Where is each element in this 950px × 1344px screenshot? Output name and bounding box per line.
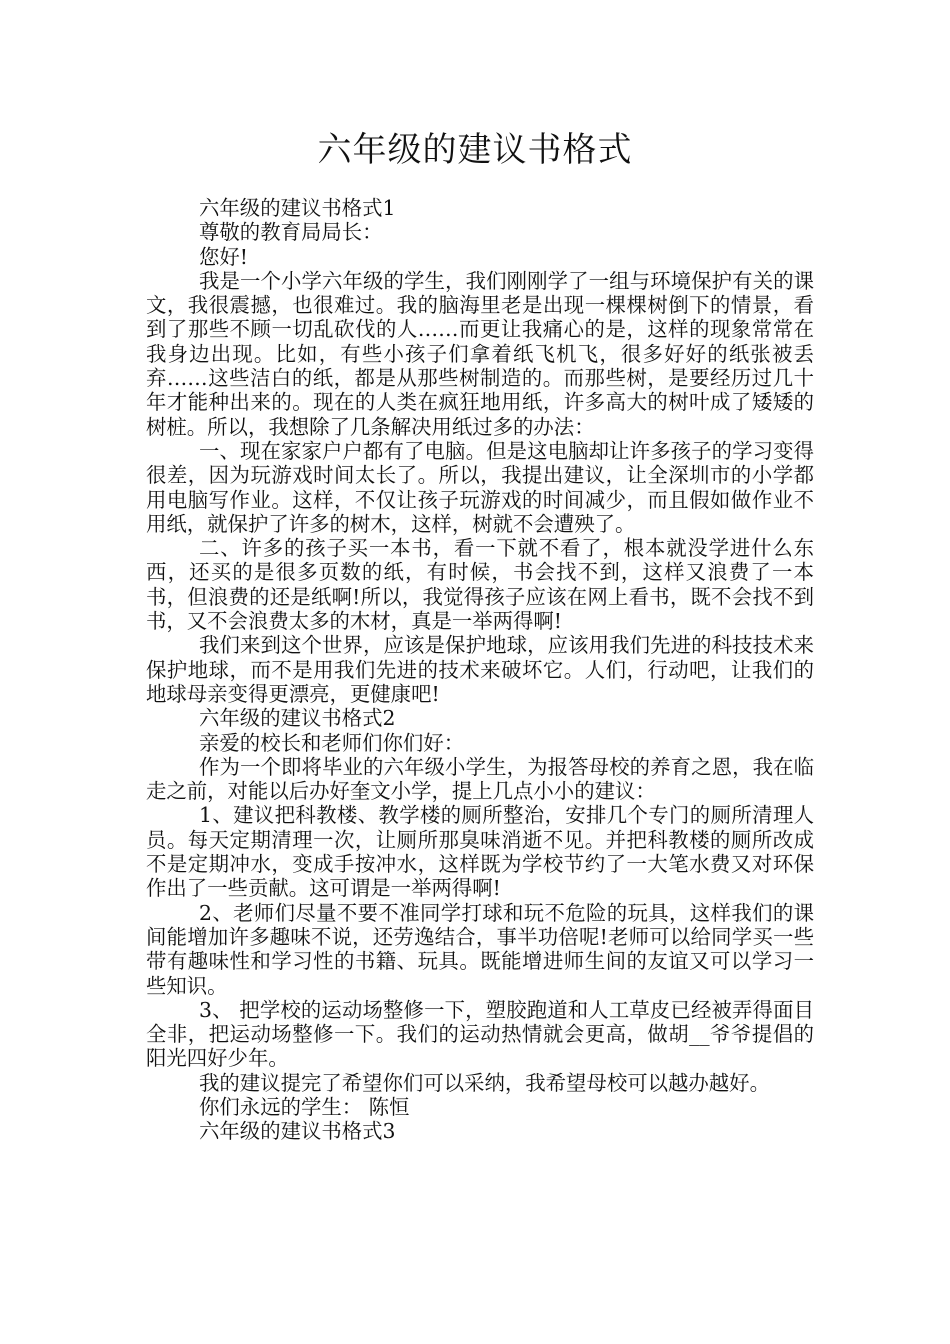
paragraph: 我是一个小学六年级的学生，我们刚刚学了一组与环境保护有关的课文，我很震撼，也很难过。我的脑海里老是出现一棵棵树倒下的情景，看到了那些不顾一切乱砍伐的人……而更让我痛心的是，这样的现象常常在我身边出现。比如，有些小孩子们拿着纸飞机飞，很多好好的纸张被丢弃……这些洁白的纸，都是从那些树制造的。而那些树，是要经历过几十年才能种出来的。现在的人类在疯狂地用纸，许多高大的树叶成了矮矮的树桩。所以，我想除了几条解决用纸过多的办法： [146,268,814,439]
section-heading-1: 六年级的建议书格式1 [199,196,396,220]
greeting-1: 您好! [199,244,249,269]
section-heading-3: 六年级的建议书格式3 [199,1119,396,1144]
paragraph: 我的建议提完了希望你们可以采纳，我希望母校可以越办越好。 [199,1070,770,1095]
paragraph: 1、建议把科教楼、教学楼的厕所整治，安排几个专门的厕所清理人员。每天定期清理一次，让厕所那臭味消逝不见。并把科教楼的厕所改成不是定期冲水，变成手按冲水，这样既为学校节约了一大笔水费又对环保作出了一些贡献。这可谓是一举两得啊! [146,803,814,901]
section-heading-2: 六年级的建议书格式2 [199,706,396,731]
document-title: 六年级的建议书格式 [317,130,633,170]
salutation-2: 亲爱的校长和老师们你们好： [199,730,465,755]
paragraph: 作为一个即将毕业的六年级小学生，为报答母校的养育之恩，我在临走之前，对能以后办好奎文小学，提上几点小小的建议： [146,754,814,804]
paragraph: 二、许多的孩子买一本书，看一下就不看了，根本就没学进什么东西，还买的是很多页数的纸，有时候，书会找不到，这样又浪费了一本书，但浪费的还是纸啊!所以，我觉得孩子应该在网上看书，既不会找不到书，又不会浪费太多的木材，真是一举两得啊! [146,536,814,634]
salutation-1: 尊敬的教育局局长： [199,220,383,245]
paragraph: 2、老师们尽量不要不准同学打球和玩不危险的玩具，这样我们的课间能增加许多趣味不说，还劳逸结合，事半功倍呢!老师可以给同学买一些带有趣味性和学习性的书籍、玩具。既能增进师生间的友谊又可以学习一些知识。 [146,900,814,998]
signature-line: 你们永远的学生： 陈恒 [199,1094,410,1119]
paragraph: 一、现在家家户户都有了电脑。但是这电脑却让许多孩子的学习变得很差，因为玩游戏时间太长了。所以，我提出建议，让全深圳市的小学都用电脑写作业。这样，不仅让孩子玩游戏的时间减少，而且假如做作业不用纸，就保护了许多的树木，这样，树就不会遭殃了。 [146,438,814,536]
paragraph: 3、 把学校的运动场整修一下，塑胶跑道和人工草皮已经被弄得面目全非，把运动场整修一下。我们的运动热情就会更高，做胡__爷爷提倡的阳光四好少年。 [146,997,814,1071]
document-body [146,196,814,1144]
paragraph: 我们来到这个世界，应该是保护地球，应该用我们先进的科技技术来保护地球，而不是用我们先进的技术来破坏它。人们，行动吧，让我们的地球母亲变得更漂亮，更健康吧! [146,633,814,706]
